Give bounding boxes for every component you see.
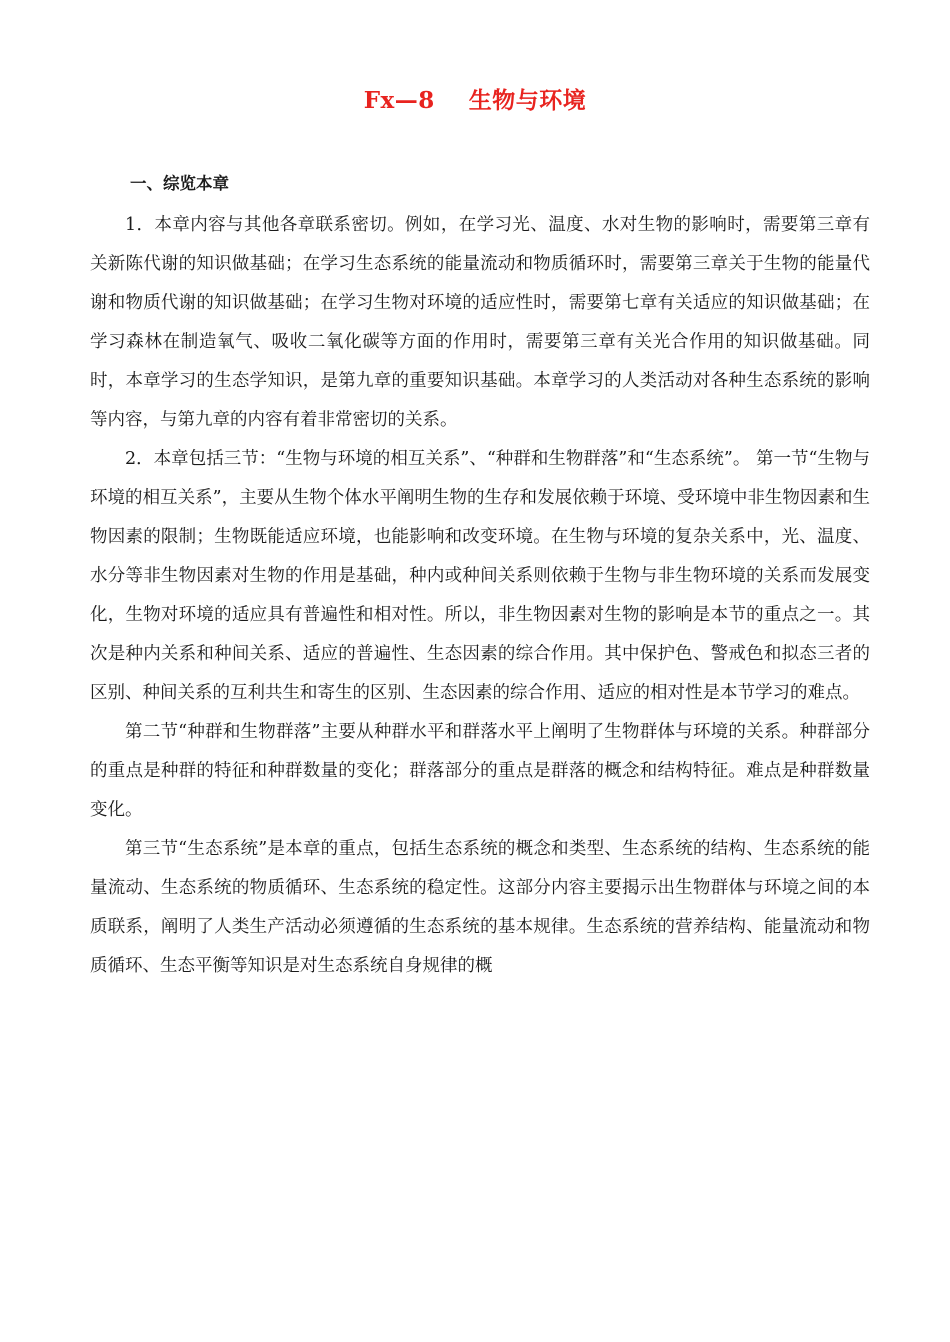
paragraph-4: 第三节“生态系统”是本章的重点，包括生态系统的概念和类型、生态系统的结构、生态系统的能量流动、生态系统的物质循环、生态系统的稳定性。这部分内容主要揭示出生物群体与环境之间的本质联系，阐明了人类生产活动必须遵循的生态系统的基本规律。生态系统的营养结构、能量流动和物质循环、生态平衡等知识是对生态系统自身规律的概 bbox=[90, 839, 870, 976]
body-text bbox=[90, 206, 870, 986]
paragraph-3: 第二节“种群和生物群落”主要从种群水平和群落水平上阐明了生物群体与环境的关系。种群部分的重点是种群的特征和种群数量的变化；群落部分的重点是群落的概念和结构特征。难点是种群数量变化。 bbox=[90, 722, 870, 820]
paragraph-1: 1．本章内容与其他各章联系密切。例如，在学习光、温度、水对生物的影响时，需要第三章有关新陈代谢的知识做基础；在学习生态系统的能量流动和物质循环时，需要第三章关于生物的能量代谢和物质代谢的知识做基础；在学习生物对环境的适应性时，需要第七章有关适应的知识做基础；在学习森林在制造氧气、吸收二氧化碳等方面的作用时，需要第三章有关光合作用的知识做基础。同时，本章学习的生态学知识，是第九章的重要知识基础。本章学习的人类活动对各种生态系统的影响等内容，与第九章的内容有着非常密切的关系。 bbox=[90, 215, 870, 430]
section-heading: 一、综览本章 bbox=[130, 174, 229, 193]
document-title: Fx—8 生物与环境 bbox=[363, 87, 587, 114]
paragraph-2: 2．本章包括三节：“生物与环境的相互关系”、“种群和生物群落”和“生态系统”。 第一节“生物与环境的相互关系”，主要从生物个体水平阐明生物的生存和发展依赖于环境、受环境中非生物因素和生物因素的限制；生物既能适应环境，也能影响和改变环境。在生物与环境的复杂关系中，光、温度、水分等非生物因素对生物的作用是基础，种内或种间关系则依赖于生物与非生物环境的关系而发展变化，生物对环境的适应具有普遍性和相对性。所以，非生物因素对生物的影响是本节的重点之一。其次是种内关系和种间关系、适应的普遍性、生态因素的综合作用。其中保护色、警戒色和拟态三者的区别、种间关系的互利共生和寄生的区别、生态因素的综合作用、适应的相对性是本节学习的难点。 bbox=[90, 449, 870, 703]
